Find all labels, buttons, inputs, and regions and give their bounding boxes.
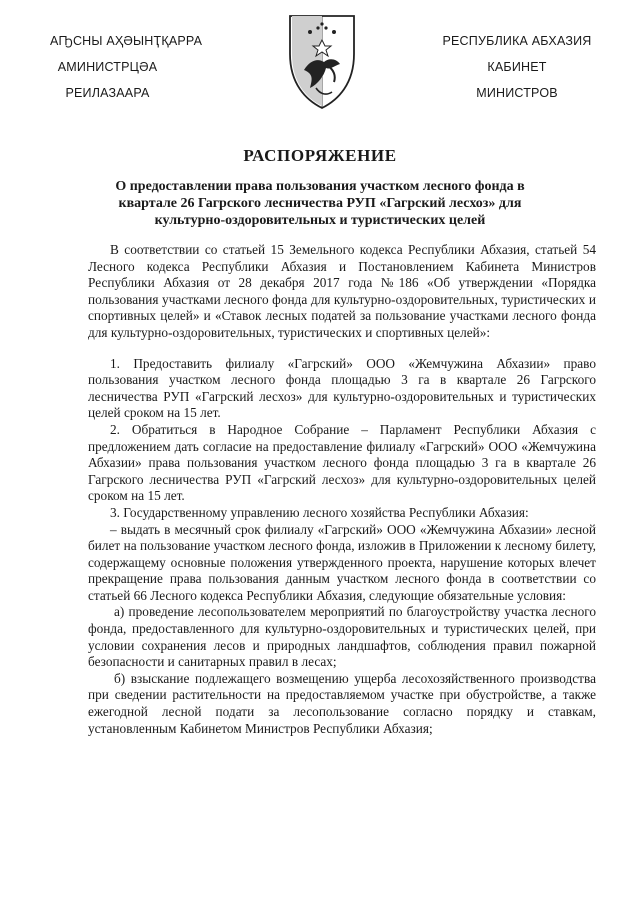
header-right-line-3: МИНИСТРОВ — [476, 86, 558, 100]
header-right-line-2: КАБИНЕТ — [487, 60, 547, 74]
condition-b: б) взыскание подлежащего возмещению ущерба лесохозяйственного производства при сведении растительности на предоставляемом участке при обустройстве, а также ежегодной лесной подати за лесопользование согласно порядку и ставкам, установленным Кабинетом Министров Республики Абхазия; — [88, 670, 596, 736]
header-left-line-1: АҦСНЫ АҲӘЫНҬҚАРРА — [50, 34, 203, 48]
header-right-line-1: РЕСПУБЛИКА АБХАЗИЯ — [442, 34, 592, 48]
document-title: РАСПОРЯЖЕНИЕ — [243, 146, 397, 165]
condition-a: а) проведение лесопользователем мероприятий по благоустройству участка лесного фонда, предоставленного для культурно-оздоровительных и туристических целей, при условии сохранения лесов и природных ландшафтов, соблюдения правил пожарной безопасности и санитарных правил в лесах; — [88, 604, 596, 670]
header-left-line-3: РЕИЛАЗААРА — [65, 86, 150, 100]
item-3-dash: – выдать в месячный срок филиалу «Гагрский» ООО «Жемчужина Абхазии» лесной билет на пользование участком лесного фонда, изложив в Приложении к лесному билету, содержащему основные положения утвержденного проекта, нарушение которых влечет прекращение права пользования данным участком лесного фонда в соответствии со статьей 66 Лесного кодекса Республики Абхазия, следующие обязательные условия: — [88, 521, 596, 603]
header-left-line-2: АМИНИСТРЦӘА — [57, 60, 158, 74]
intro-paragraph: В соответствии со статьей 15 Земельного кодекса Республики Абхазия, статьей 54 Лесного кодекса Республики Абхазия и Постановлением Кабинета Министров Республики Абхазия от 28 декабря 2017 года №186 «Об утверждении «Порядка пользования участками лесного фонда для культурно-оздоровительных, туристических и спортивных целей» и «Ставок лесных податей за пользование участками лесного фонда для культурно-оздоровительных, туристических и спортивных целей»: — [88, 242, 596, 340]
document-subject: О предоставлении права пользования участком лесного фонда в квартале 26 Гагрского лесничества РУП «Гагрский лесхоз» для культурно-оздоровительных и туристических целей — [115, 179, 525, 228]
item-3: 3. Государственному управлению лесного хозяйства Республики Абхазия: — [110, 504, 529, 520]
document-body — [88, 242, 596, 737]
coat-of-arms-icon — [288, 14, 356, 110]
item-2: 2. Обратиться в Народное Собрание – Парламент Республики Абхазия с предложением дать согласие на предоставление филиалу «Гагрский» ООО «Жемчужина Абхазии» права пользования участком лесного фонда площадью 3 га в квартале 26 Гагрского лесничества РУП «Гагрский лесхоз» для культурно-оздоровительных целей сроком на 15 лет. — [88, 421, 596, 504]
item-1: 1. Предоставить филиалу «Гагрский» ООО «Жемчужина Абхазии» право пользования участком лесного фонда площадью 3 га в квартале 26 Гагрского лесничества РУП «Гагрский лесхоз» для культурно-оздоровительных и туристических целей сроком на 15 лет. — [88, 355, 596, 421]
